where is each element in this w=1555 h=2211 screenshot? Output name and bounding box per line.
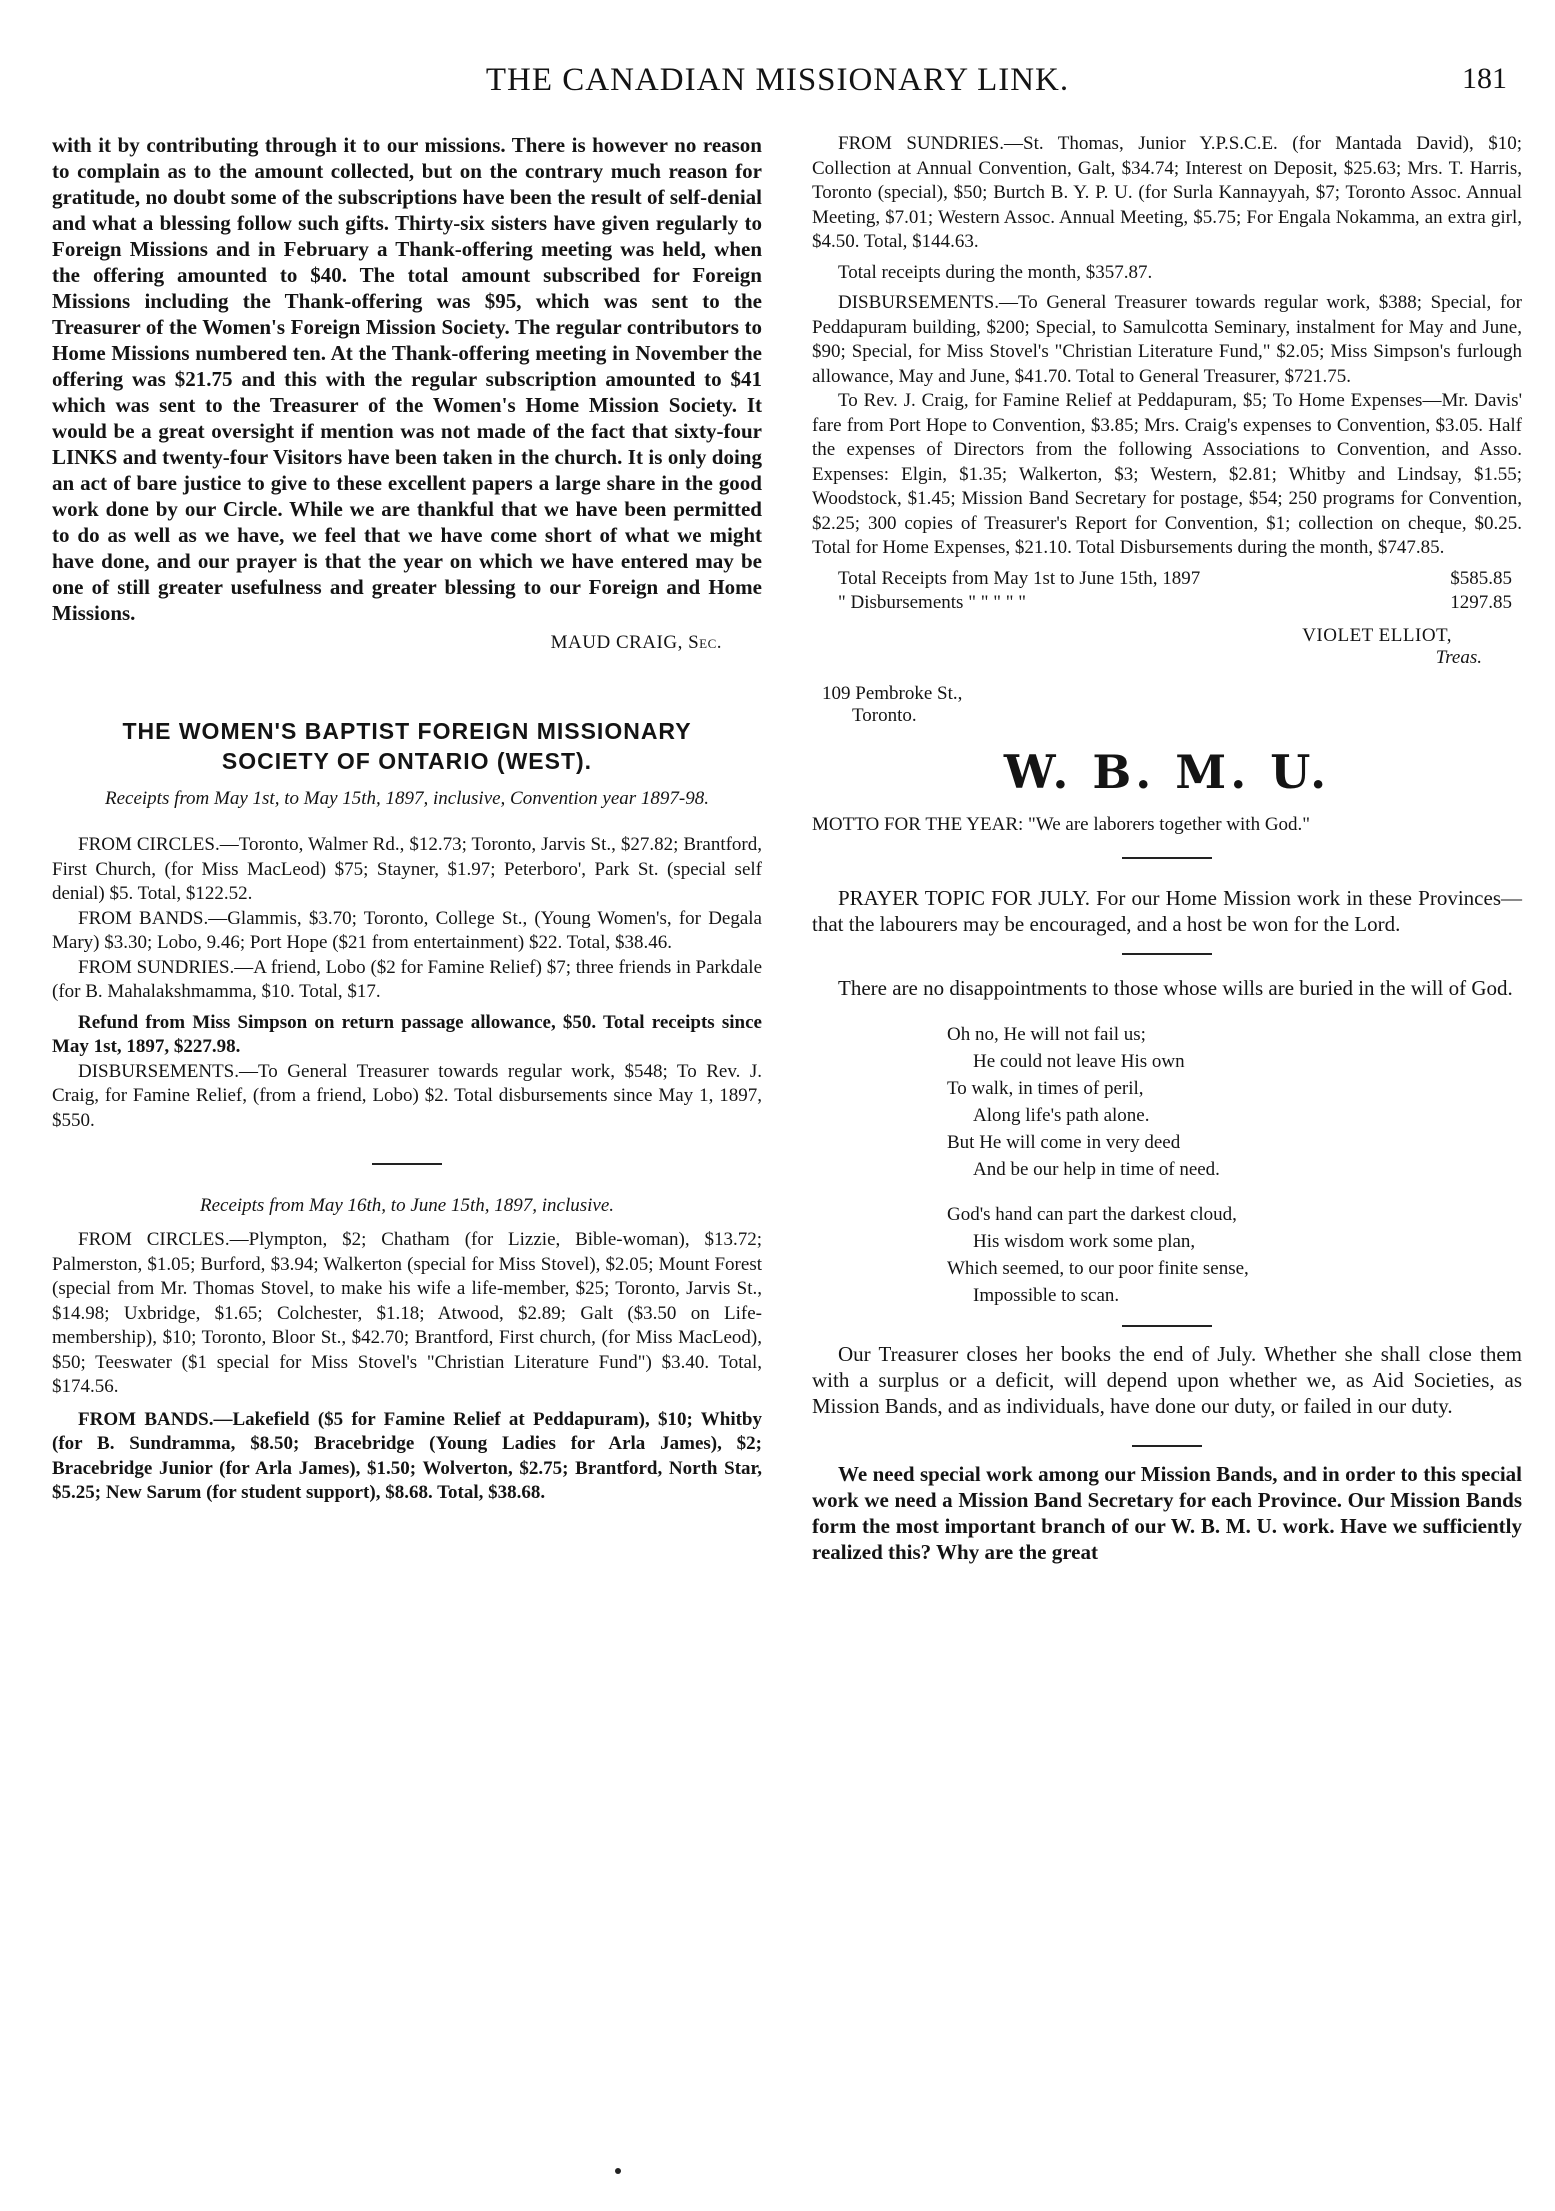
circles-receipts-1: FROM CIRCLES.—Toronto, Walmer Rd., $12.73; Toronto, Jarvis St., $27.82; Brantford, First Church, (for Miss MacLeod) $75; Stayner, $1.97; Peterboro', Park St. (special self denial) $5. Total, $122.52.: [52, 834, 762, 904]
publication-title: THE CANADIAN MISSIONARY LINK.: [485, 62, 1070, 98]
left-column: [52, 132, 762, 1506]
disbursements-1: DISBURSEMENTS.—To General Treasurer towards regular work, $548; To Rev. J. Craig, for Famine Relief, (from a friend, Lobo) $2. Total disbursements since May 1, 1897, $550.: [52, 1060, 762, 1131]
receipts-heading-1: Receipts from May 1st, to May 15th, 1897, inclusive, Convention year 1897-98.: [104, 788, 709, 809]
mission-bands-text: We need special work among our Mission Bands, and in order to this special work we need a Mission Band Secretary for each Province. Our Mission Bands form the most important branch of our W. B. M. U. work. Have we sufficiently realized this? Why are the great: [812, 1462, 1522, 1564]
bands-receipts-1: FROM BANDS.—Glammis, $3.70; Toronto, College St., (Young Women's, for Degala Mary) $3.30; Lobo, 9.46; Port Hope ($21 from entertainment) $22. Total, $38.46.: [52, 907, 762, 953]
treasurer-name: VIOLET ELLIOT,: [1302, 624, 1452, 646]
treasurer-closes-text: Our Treasurer closes her books the end of July. Whether she shall close them with a surplus or a deficit, will depend upon whether we, as Aid Societies, as Mission Bands, and as individuals, have done our duty, or failed in our duty.: [812, 1342, 1522, 1418]
summary-disbursements-label: " Disbursements " " " " ": [838, 591, 1026, 613]
right-column: [812, 132, 1522, 1565]
receipts-heading-2: Receipts from May 16th, to June 15th, 1897, inclusive.: [199, 1195, 615, 1216]
sundries-receipts-1: FROM SUNDRIES.—A friend, Lobo ($2 for Famine Relief) $7; three friends in Parkdale (for B. Mahalakshmamma, $10. Total, $17.: [52, 956, 762, 1002]
summary-disbursements-value: 1297.85: [1450, 591, 1512, 613]
motto-text: MOTTO FOR THE YEAR: "We are laborers together with God.": [812, 813, 1311, 835]
poem-line: Which seemed, to our poor finite sense,: [947, 1258, 1249, 1279]
refund-text: Refund from Miss Simpson on return passage allowance, $50. Total receipts since May 1st, 1897, $227.98.: [52, 1011, 762, 1057]
address-line-1: 109 Pembroke St.,: [822, 682, 963, 704]
poem-line: Impossible to scan.: [973, 1285, 1120, 1306]
prayer-topic: PRAYER TOPIC FOR JULY. For our Home Mission work in these Provinces—that the labourers may be encouraged, and a host be won for the Lord.: [812, 886, 1522, 936]
address-line-2: Toronto.: [852, 704, 917, 726]
poem-line: God's hand can part the darkest cloud,: [947, 1204, 1237, 1225]
circles-receipts-2: FROM CIRCLES.—Plympton, $2; Chatham (for Lizzie, Bible-woman), $13.72; Palmerston, $1.05; Burford, $3.94; Walkerton (special for Miss Stovel), $2.05; Mount Forest (special from Mr. Thomas Stovel, to make his wife a life-member, $25; Toronto, Jarvis St., $14.98; Uxbridge, $1.65; Colchester, $1.18; Atwood, $2.89; Galt ($3.50 on Life-membership), $10; Toronto, Bloor St., $42.70; Brantford, First church, (for Miss MacLeod), $50; Teeswater ($1 special for Miss Stovel's "Christian Literature Fund") $3.40. Total, $174.56.: [52, 1229, 762, 1397]
wbmu-title: W. B. M. U.: [1003, 744, 1331, 799]
summary-receipts-label: Total Receipts from May 1st to June 15th, 1897: [838, 567, 1201, 589]
poem-stanza-1: [947, 1021, 1522, 1183]
summary-row-receipts: [812, 567, 1522, 591]
section-title-line-2: SOCIETY OF ONTARIO (WEST).: [221, 748, 593, 774]
disappointments-text: There are no disappointments to those whose wills are buried in the will of God.: [838, 976, 1513, 1000]
poem-line: He could not leave His own: [973, 1051, 1185, 1072]
treasurer-title: Treas.: [1435, 646, 1482, 668]
disbursements-2: DISBURSEMENTS.—To General Treasurer towards regular work, $388; Special, for Peddapuram building, $200; Special, to Samulcotta Seminary, instalment for May and June, $90; Special, for Miss Stovel's "Christian Literature Fund," $2.05; Miss Simpson's furlough allowance, May and June, $41.70. Total to General Treasurer, $721.75.: [812, 292, 1522, 387]
poem-line: Oh no, He will not fail us;: [947, 1024, 1146, 1045]
section-title-line-1: THE WOMEN'S BAPTIST FOREIGN MISSIONARY: [122, 718, 692, 744]
page-footer-dot: [615, 2168, 621, 2174]
page-number: 181: [1462, 62, 1507, 95]
circle-report-text: with it by contributing through it to our missions. There is however no reason to complain as to the amount collected, but on the contrary much reason for gratitude, no doubt some of the subscriptions have been the result of self-denial and what a blessing follow such gifts. Thirty-six sisters have given regularly to Foreign Missions and in February a Thank-offering meeting was held, when the offering amounted to $40. The total amount subscribed for Foreign Missions including the Thank-offering was $95, which was sent to the Treasurer of the Women's Foreign Mission Society. The regular contributors to Home Missions numbered ten. At the Thank-offering meeting in November the offering was $21.75 and this with the regular subscription amounted to $41 which was sent to the Treasurer of the Women's Home Mission Society. It would be a great oversight if mention was not made of the fact that sixty-four LINKS and twenty-four Visitors have been taken in the church. It is only doing an act of bare justice to give to these excellent papers a large share in the good work done by our Circle. While we are thankful that we have been permitted to do as well as we have, we feel that we have come short of what we might have done, and our prayer is that the year on which we have entered may be one of still greater usefulness and greater blessing to our Foreign and Home Missions.: [52, 133, 762, 625]
total-receipts-month: Total receipts during the month, $357.87.: [838, 261, 1153, 283]
summary-receipts-value: $585.85: [1450, 567, 1512, 589]
totals-summary: [812, 567, 1522, 615]
bands-receipts-2: FROM BANDS.—Lakefield ($5 for Famine Relief at Peddapuram), $10; Whitby (for B. Sundramma, $8.50; Bracebridge (Young Ladies for Arla James), $2; Bracebridge Junior (for Arla James), $1.50; Wolverton, $2.75; Brantford, North Star, $5.25; New Sarum (for student support), $8.68. Total, $38.68.: [52, 1408, 762, 1503]
page-header: [40, 62, 1515, 108]
circle-report-signature: MAUD CRAIG, Sec.: [550, 632, 722, 653]
poem-line: But He will come in very deed: [947, 1132, 1181, 1153]
summary-row-disbursements: [812, 591, 1522, 615]
sundries-receipts-2: FROM SUNDRIES.—St. Thomas, Junior Y.P.S.C.E. (for Mantada David), $10; Collection at Annual Convention, Galt, $34.74; Interest on Deposit, $25.63; Mrs. T. Harris, Toronto (special), $50; Burtch B. Y. P. U. (for Surla Kannayyah, $7; Toronto Assoc. Annual Meeting, $7.01; Western Assoc. Annual Meeting, $5.75; For Engala Nokamma, an extra girl, $4.50. Total, $144.63.: [812, 133, 1522, 252]
poem-line: His wisdom work some plan,: [973, 1231, 1196, 1252]
poem-line: To walk, in times of peril,: [947, 1078, 1144, 1099]
poem-line: And be our help in time of need.: [973, 1159, 1220, 1180]
home-expenses: To Rev. J. Craig, for Famine Relief at Peddapuram, $5; To Home Expenses—Mr. Davis' fare from Port Hope to Convention, $3.85; Mrs. Craig's expenses to Convention, $3.05. Half the expenses of Directors from the following Associations to Convention, and Asso. Expenses: Elgin, $1.35; Walkerton, $3; Western, $2.81; Whitby and Lindsay, $1.55; Woodstock, $1.45; Mission Band Secretary for postage, $54; 250 programs for Convention, $2.25; 300 copies of Treasurer's Report for Convention, $1; collection on cheque, $0.25. Total for Home Expenses, $21.10. Total Disbursements during the month, $747.85.: [812, 390, 1522, 558]
poem-stanza-2: [947, 1201, 1522, 1309]
poem-line: Along life's path alone.: [973, 1105, 1150, 1126]
